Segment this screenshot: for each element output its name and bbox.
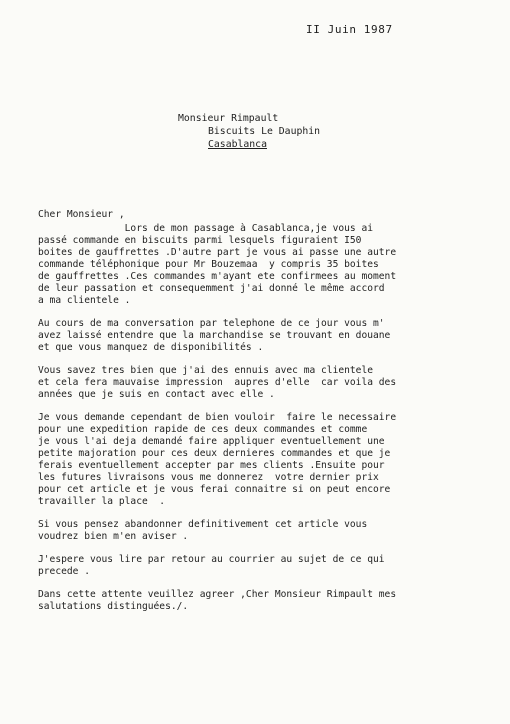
paragraph-1: Lors de mon passage à Casablanca,je vous ai passé commande en biscuits parmi lesquels figuraient I50 boites de gauffrettes .D'autre part je vous ai passe une autre commande téléphonique pour Mr Bouzemaa y compris 35 boites de gauffrettes .Ces commandes m'ayant ete confirmees au moment de leur passation et consequemment j'ai donné le même accord a ma clientele . bbox=[38, 223, 397, 306]
recipient-city: Casablanca bbox=[208, 139, 267, 150]
recipient-address bbox=[178, 112, 320, 151]
paragraph-2: Au cours de ma conversation par telephone de ce jour vous m' avez laissé entendre que la marchandise se trouvant en douane et que vous manquez de disponibilités . bbox=[38, 318, 391, 353]
salutation: Cher Monsieur , bbox=[38, 209, 125, 220]
paragraph-6: J'espere vous lire par retour au courrier au sujet de ce qui precede . bbox=[38, 554, 385, 577]
recipient-name: Monsieur Rimpault bbox=[178, 113, 279, 124]
paragraph-7: Dans cette attente veuillez agreer ,Cher Monsieur Rimpault mes salutations distinguées./. bbox=[38, 589, 397, 612]
paragraph-3: Vous savez tres bien que j'ai des ennuis avec ma clientele et cela fera mauvaise impression aupres d'elle car voila des années que je suis en contact avec elle . bbox=[38, 365, 397, 400]
paragraph-4: Je vous demande cependant de bien vouloir faire le necessaire pour une expedition rapide de ces deux commandes et comme je vous l'ai deja demandé faire appliquer eventuellement une petite majoration pour ces deux dernieres commandes et que je ferais eventuellement accepter par mes clients .Ensuite pour les futures livraisons vous me donnerez votre dernier prix pour cet article et je vous ferai connaitre si on peut encore travailler la place . bbox=[38, 412, 397, 507]
letter-body bbox=[38, 223, 500, 624]
recipient-company: Biscuits Le Dauphin bbox=[208, 126, 321, 137]
letter-date: II Juin 1987 bbox=[306, 23, 393, 36]
paragraph-5: Si vous pensez abandonner definitivement cet article vous voudrez bien m'en aviser . bbox=[38, 519, 368, 542]
